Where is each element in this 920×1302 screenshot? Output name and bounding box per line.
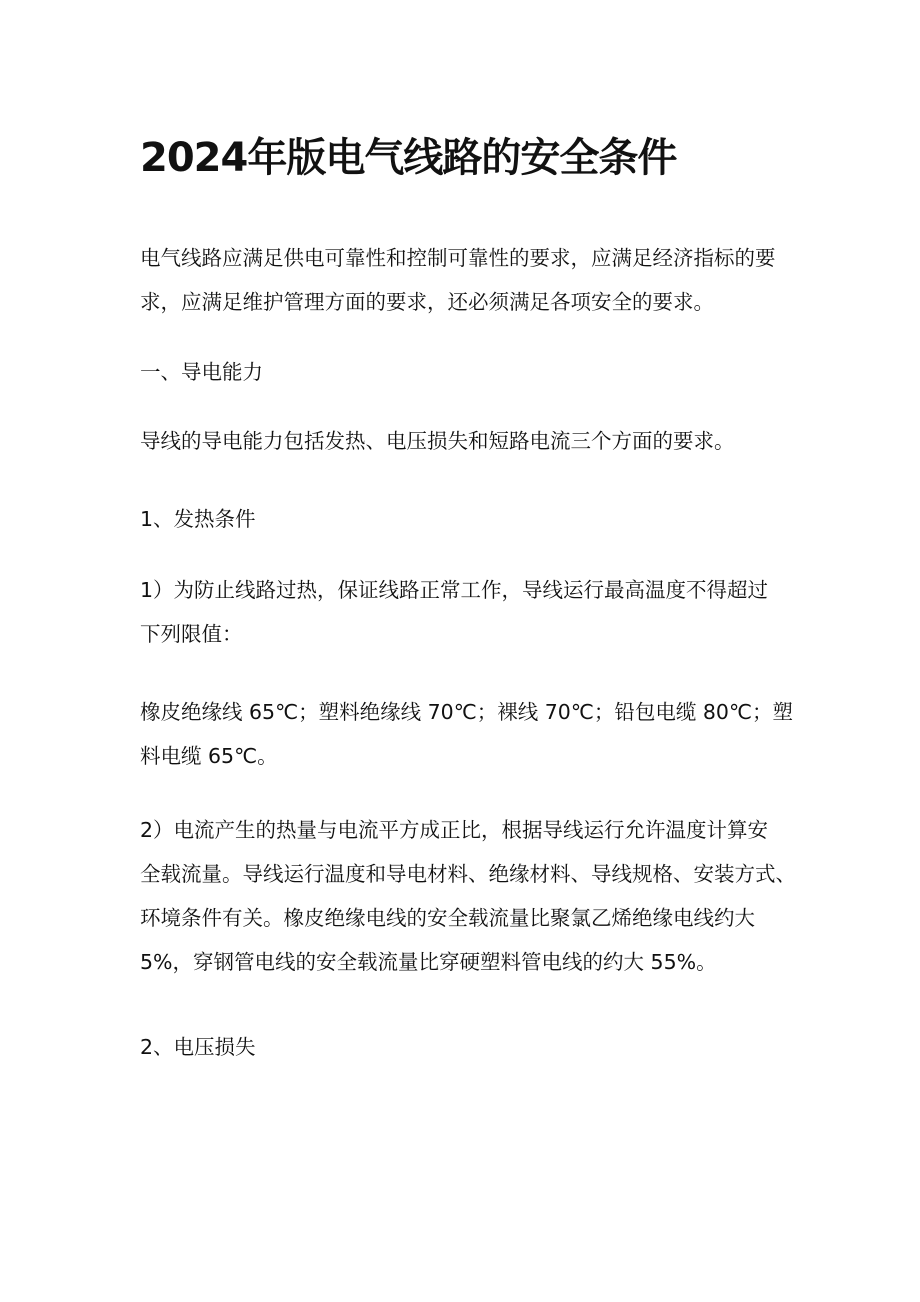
paragraph [140, 815, 800, 991]
text-line: 2）电流产生的热量与电流平方成正比，根据导线运行允许温度计算安 [140, 818, 769, 842]
text-line: 5%，穿钢管电线的安全载流量比穿硬塑料管电线的约大 55%。 [140, 950, 717, 974]
text-line: 一、导电能力 [140, 360, 263, 384]
text-line: 导线的导电能力包括发热、电压损失和短路电流三个方面的要求。 [140, 429, 735, 453]
text-line: 1）为防止线路过热，保证线路正常工作，导线运行最高温度不得超过 [140, 578, 769, 602]
text-line: 下列限值： [140, 622, 243, 646]
paragraph [140, 575, 800, 663]
page-title: 2024年版电气线路的安全条件 [140, 135, 677, 181]
paragraph [140, 697, 800, 785]
intro-paragraph [140, 243, 800, 331]
text-line: 全载流量。导线运行温度和导电材料、绝缘材料、导线规格、安装方式、 [140, 862, 796, 886]
section-heading-conductivity [140, 357, 800, 401]
subheading-heating [140, 504, 800, 548]
text-line: 电气线路应满足供电可靠性和控制可靠性的要求，应满足经济指标的要 [140, 246, 776, 270]
text-line: 2、电压损失 [140, 1035, 256, 1059]
text-line: 1、发热条件 [140, 507, 256, 531]
text-line: 橡皮绝缘线 65℃；塑料绝缘线 70℃；裸线 70℃；铅包电缆 80℃；塑 [140, 700, 793, 724]
subheading-voltage-loss [140, 1032, 800, 1076]
paragraph [140, 426, 800, 470]
text-line: 求，应满足维护管理方面的要求，还必须满足各项安全的要求。 [140, 290, 714, 314]
text-line: 环境条件有关。橡皮绝缘电线的安全载流量比聚氯乙烯绝缘电线约大 [140, 906, 755, 930]
text-line: 料电缆 65℃。 [140, 744, 278, 768]
